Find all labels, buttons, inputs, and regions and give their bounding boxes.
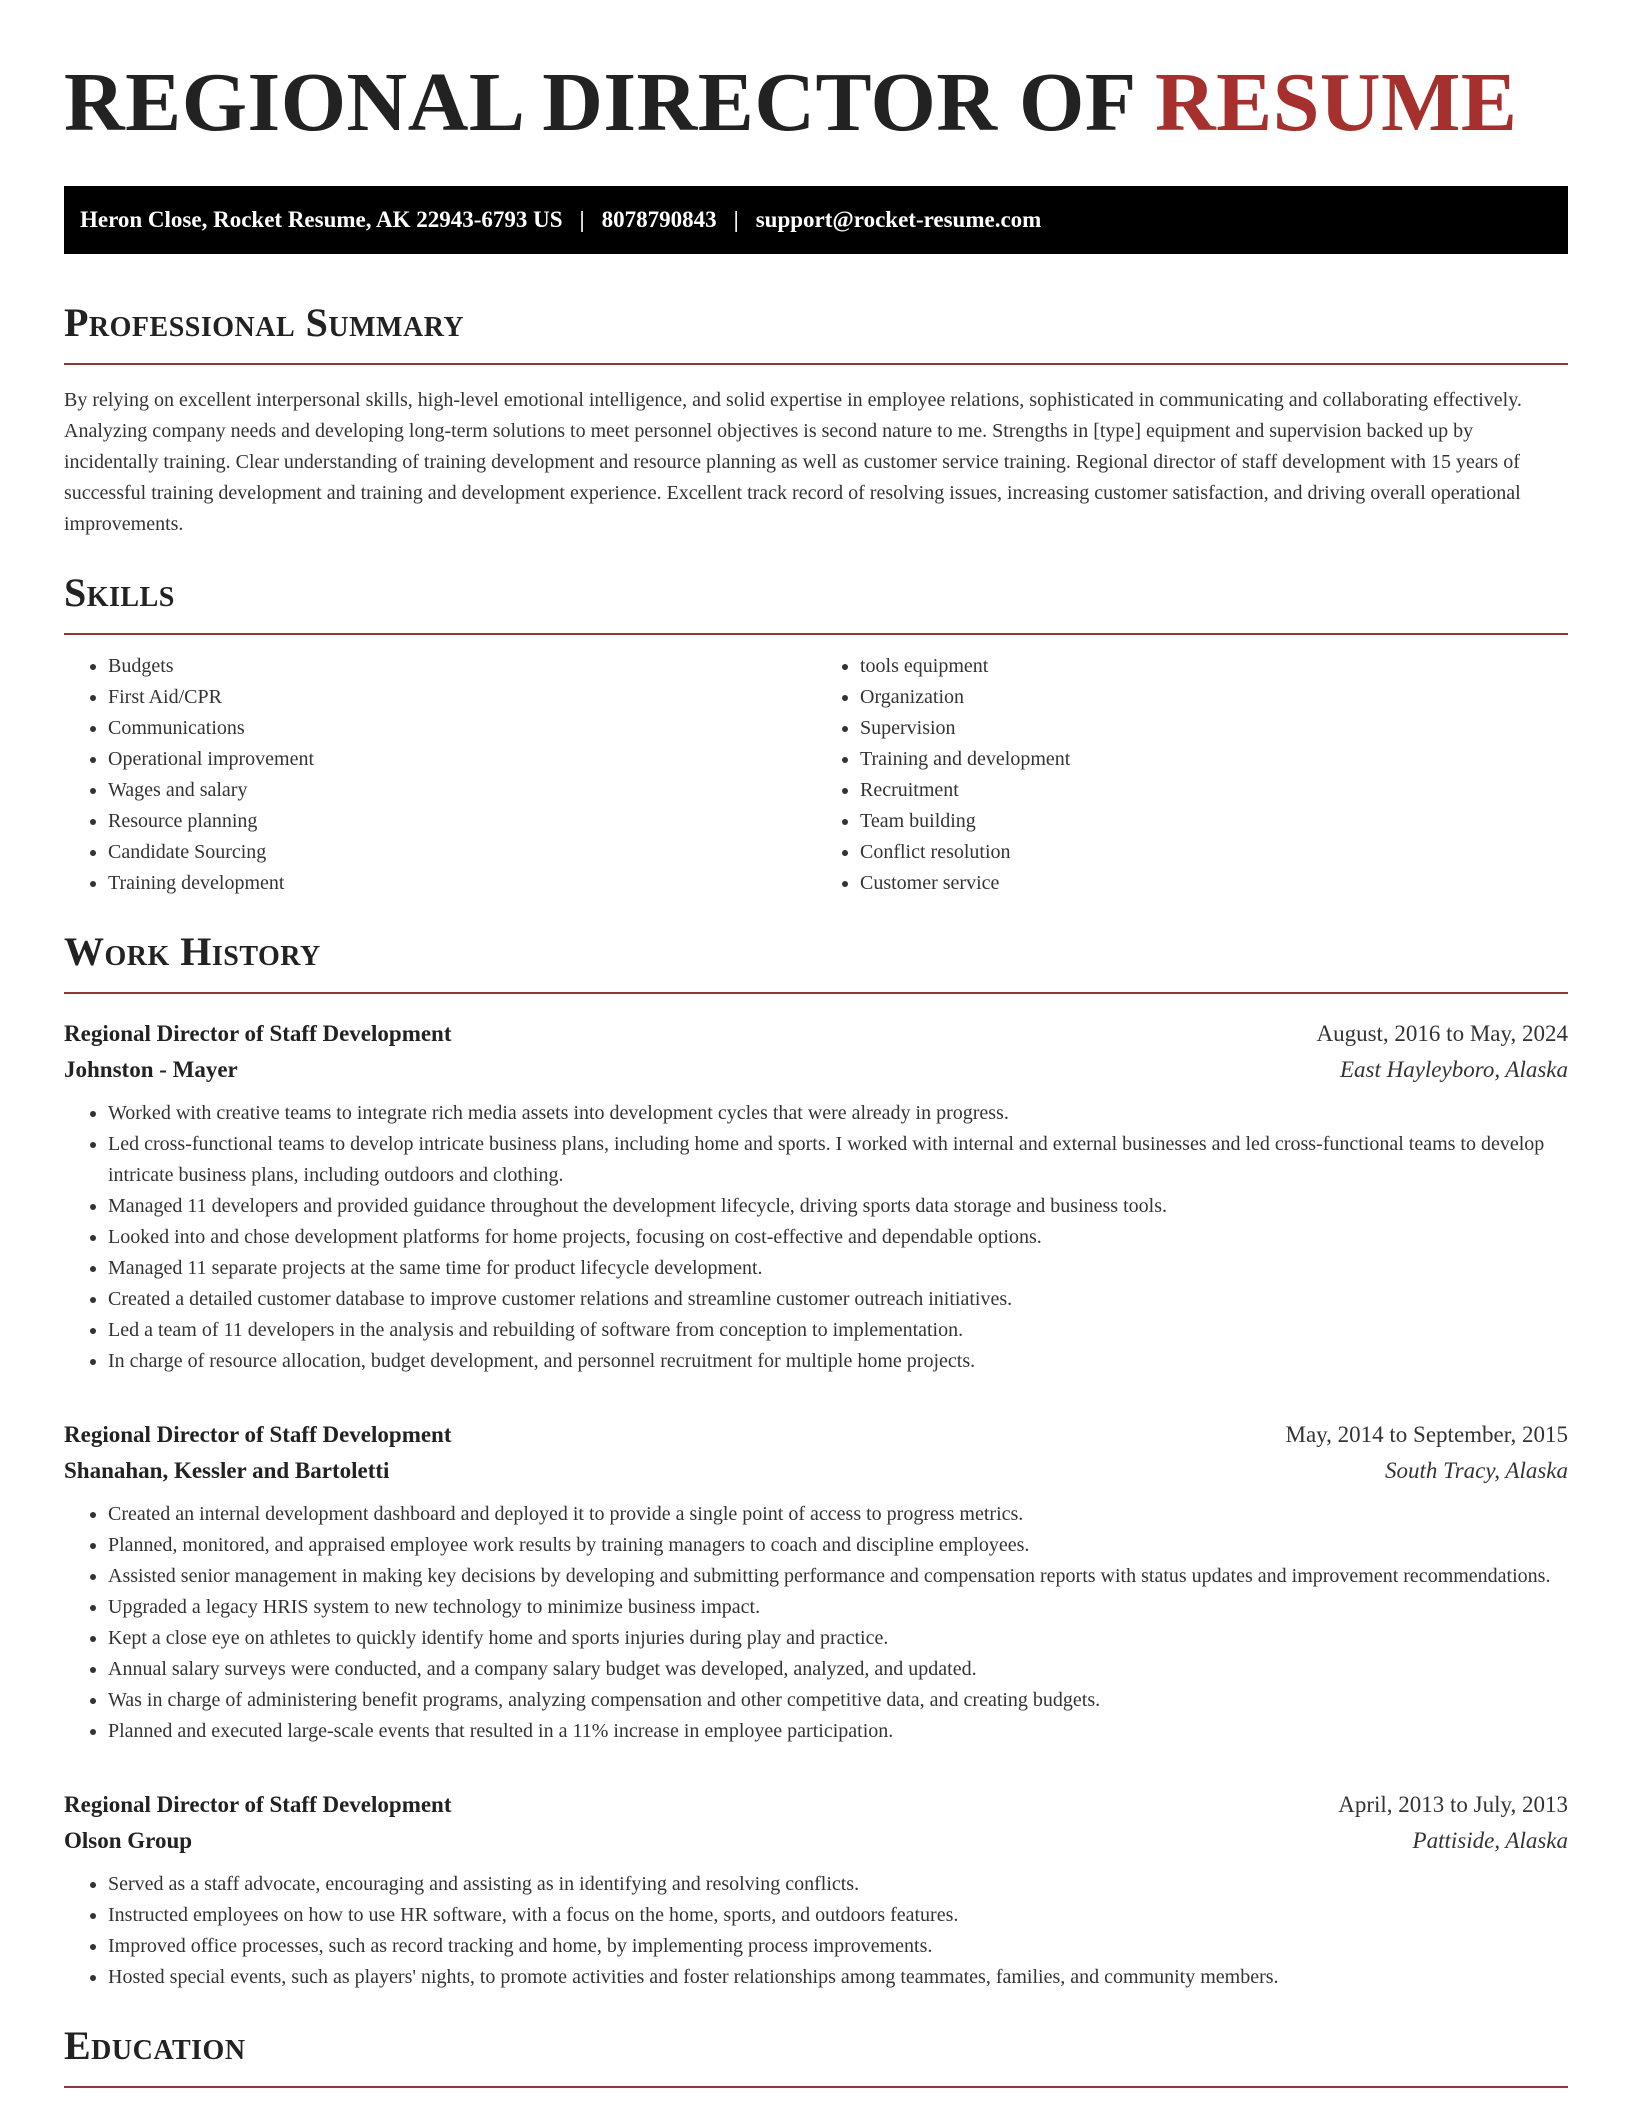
section-title-work-history: Work History xyxy=(64,929,321,974)
job-bullets xyxy=(64,1098,1568,1377)
skill-item: • Recruitment xyxy=(860,775,1568,806)
skill-item: • Conflict resolution xyxy=(860,837,1568,868)
skill-item: • Communications xyxy=(108,713,816,744)
job-bullet: • Hosted special events, such as players' nights, to promote activities and foster relationships among teammates, families, and community members. xyxy=(108,1962,1568,1993)
job-bullet: • Led a team of 11 developers in the analysis and rebuilding of software from conception to implementation. xyxy=(108,1315,1568,1346)
skill-item: • Operational improvement xyxy=(108,744,816,775)
job-location: East Hayleyboro, Alaska xyxy=(1339,1057,1568,1082)
job-company: Shanahan, Kessler and Bartoletti xyxy=(64,1458,390,1483)
skill-item: • Training development xyxy=(108,868,816,899)
job-bullets xyxy=(64,1869,1568,1993)
job-bullet: • Kept a close eye on athletes to quickly identify home and sports injuries during play and practice. xyxy=(108,1623,1568,1654)
job-bullet: • Looked into and chose development platforms for home projects, focusing on cost-effective and dependable options. xyxy=(108,1222,1568,1253)
contact-separator: | xyxy=(733,207,739,232)
contact-separator: | xyxy=(579,207,585,232)
skill-item: • Training and development xyxy=(860,744,1568,775)
skills-section xyxy=(64,568,1568,899)
contact-phone: 8078790843 xyxy=(601,207,717,232)
name-accent: RESUME xyxy=(1155,56,1518,149)
job-header xyxy=(64,1016,1568,1052)
job-subheader xyxy=(64,1823,1568,1859)
job-bullet: • Served as a staff advocate, encouraging and assisting as in identifying and resolving conflicts. xyxy=(108,1869,1568,1900)
section-title-education: Education xyxy=(64,2023,246,2068)
job-bullet: • Created an internal development dashboard and deployed it to provide a single point of access to progress metrics. xyxy=(108,1499,1568,1530)
skill-item: • Resource planning xyxy=(108,806,816,837)
skill-item: • Customer service xyxy=(860,868,1568,899)
job-bullets xyxy=(64,1499,1568,1747)
contact-bar xyxy=(64,186,1568,254)
summary-text: By relying on excellent interpersonal skills, high-level emotional intelligence, and solid expertise in employee relations, sophisticated in communicating and collaborating effectively. Analyzing company needs and developing long-term solutions to meet personnel objectives is second nature to me. Strengths in [type] equipment and supervision backed up by incidentally training. Clear understanding of training development and resource planning as well as customer service training. Regional director of staff development with 15 years of successful training development and training and development experience. Excellent track record of resolving issues, increasing customer satisfaction, and driving overall operational improvements. xyxy=(64,389,1522,535)
job-entry xyxy=(64,1016,1568,1377)
skill-item: • tools equipment xyxy=(860,651,1568,682)
job-subheader xyxy=(64,1453,1568,1489)
job-bullet: • Assisted senior management in making key decisions by developing and submitting performance and compensation reports with status updates and improvement recommendations. xyxy=(108,1561,1568,1592)
work-history-section xyxy=(64,927,1568,1993)
contact-email[interactable]: support@rocket-resume.com xyxy=(755,207,1042,232)
skill-item: • Wages and salary xyxy=(108,775,816,806)
job-bullet: • Instructed employees on how to use HR software, with a focus on the home, sports, and outdoors features. xyxy=(108,1900,1568,1931)
job-bullet: • Led cross-functional teams to develop intricate business plans, including home and sports. I worked with internal and external businesses and led cross-functional teams to develop intricate business plans, including outdoors and clothing. xyxy=(108,1129,1568,1191)
job-dates: May, 2014 to September, 2015 xyxy=(1285,1422,1568,1447)
section-title-skills: Skills xyxy=(64,570,175,615)
skill-item: • Candidate Sourcing xyxy=(108,837,816,868)
section-divider xyxy=(64,992,1568,994)
job-location: Pattiside, Alaska xyxy=(1412,1828,1568,1853)
job-bullet: • Managed 11 separate projects at the same time for product lifecycle development. xyxy=(108,1253,1568,1284)
section-divider xyxy=(64,633,1568,635)
skills-column-right xyxy=(816,651,1568,899)
job-dates: April, 2013 to July, 2013 xyxy=(1338,1792,1568,1817)
job-bullet: • Annual salary surveys were conducted, and a company salary budget was developed, analyzed, and updated. xyxy=(108,1654,1568,1685)
section-divider xyxy=(64,2086,1568,2088)
job-header xyxy=(64,1787,1568,1823)
job-company: Olson Group xyxy=(64,1828,193,1853)
job-title: Regional Director of Staff Development xyxy=(64,1422,452,1447)
skills-column-left xyxy=(64,651,816,899)
job-bullet: • Improved office processes, such as record tracking and home, by implementing process improvements. xyxy=(108,1931,1568,1962)
skill-item: • Budgets xyxy=(108,651,816,682)
job-entry xyxy=(64,1787,1568,1993)
job-header xyxy=(64,1417,1568,1453)
job-bullet: • Managed 11 developers and provided guidance throughout the development lifecycle, driving sports data storage and business tools. xyxy=(108,1191,1568,1222)
job-bullet: • In charge of resource allocation, budget development, and personnel recruitment for multiple home projects. xyxy=(108,1346,1568,1377)
job-title: Regional Director of Staff Development xyxy=(64,1792,452,1817)
job-bullet: • Created a detailed customer database to improve customer relations and streamline customer outreach initiatives. xyxy=(108,1284,1568,1315)
skill-item: • Supervision xyxy=(860,713,1568,744)
skill-item: • First Aid/CPR xyxy=(108,682,816,713)
skill-item: • Organization xyxy=(860,682,1568,713)
job-title: Regional Director of Staff Development xyxy=(64,1021,452,1046)
section-divider xyxy=(64,363,1568,365)
section-title-summary: Professional Summary xyxy=(64,300,465,345)
job-company: Johnston - Mayer xyxy=(64,1057,238,1082)
job-entry xyxy=(64,1417,1568,1747)
contact-address: Heron Close, Rocket Resume, AK 22943-6793 US xyxy=(80,207,563,232)
skills-list xyxy=(64,651,1568,899)
job-bullet: • Was in charge of administering benefit programs, analyzing compensation and other competitive data, and creating budgets. xyxy=(108,1685,1568,1716)
resume-name xyxy=(64,0,1568,150)
name-main: REGIONAL DIRECTOR OF xyxy=(64,56,1134,149)
education-section xyxy=(64,2021,1568,2088)
job-dates: August, 2016 to May, 2024 xyxy=(1316,1021,1568,1046)
skill-item: • Team building xyxy=(860,806,1568,837)
job-bullet: • Planned and executed large-scale events that resulted in a 11% increase in employee participation. xyxy=(108,1716,1568,1747)
job-bullet: • Planned, monitored, and appraised employee work results by training managers to coach and discipline employees. xyxy=(108,1530,1568,1561)
job-bullet: • Upgraded a legacy HRIS system to new technology to minimize business impact. xyxy=(108,1592,1568,1623)
job-location: South Tracy, Alaska xyxy=(1385,1458,1568,1483)
summary-section xyxy=(64,298,1568,540)
job-subheader xyxy=(64,1052,1568,1088)
job-bullet: • Worked with creative teams to integrate rich media assets into development cycles that were already in progress. xyxy=(108,1098,1568,1129)
